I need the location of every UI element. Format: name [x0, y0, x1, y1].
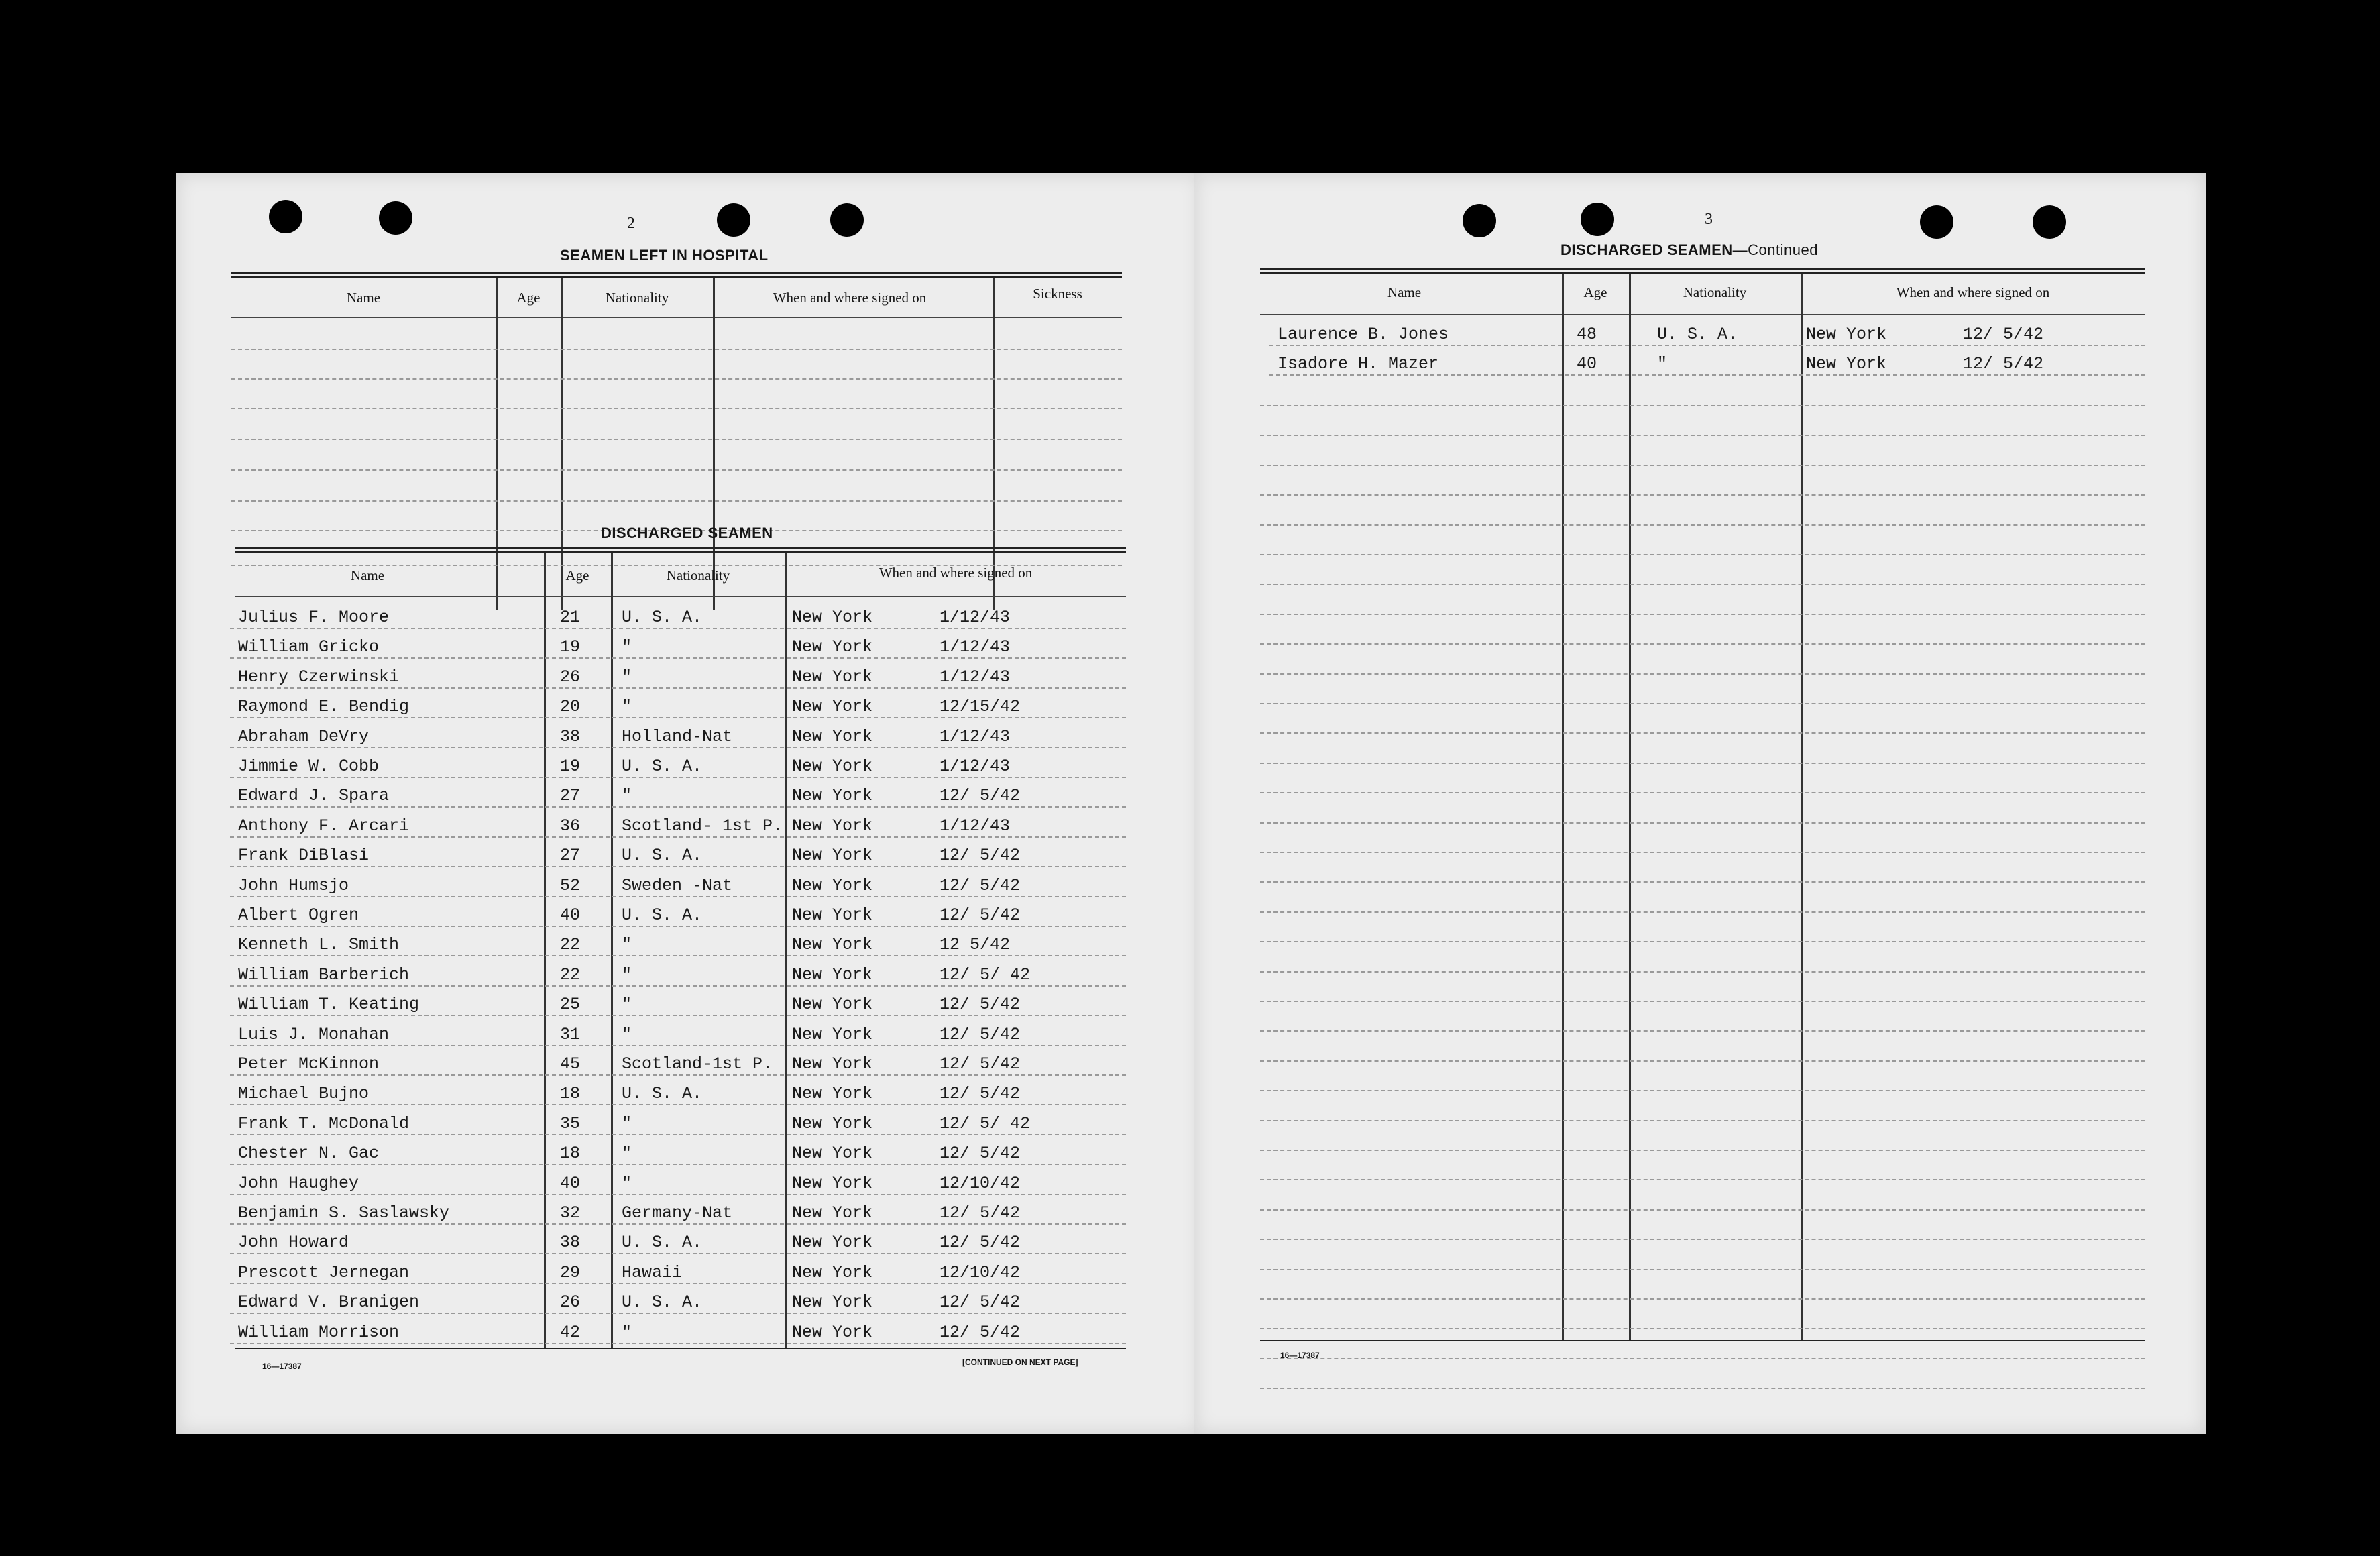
hospital-section-title: SEAMEN LEFT IN HOSPITAL	[560, 247, 769, 264]
signed-on-place: New York	[792, 1113, 873, 1133]
signed-on-date: 12 5/42	[940, 935, 1011, 955]
seaman-name: Julius F. Moore	[238, 608, 390, 627]
table-row	[176, 1315, 1126, 1344]
continued-col-nationality: Nationality	[1683, 284, 1747, 300]
seaman-nationality: "	[622, 667, 632, 687]
signed-on-place: New York	[792, 1144, 873, 1164]
form-number: 16—17387	[1280, 1351, 1320, 1360]
seaman-nationality: Germany-Nat	[622, 1203, 733, 1223]
signed-on-date: 12/ 5/42	[940, 875, 1021, 895]
seaman-age: 42	[560, 1322, 581, 1342]
hospital-col-signed-on: When and where signed on	[773, 290, 927, 306]
seaman-age: 38	[560, 726, 581, 746]
signed-on-place: New York	[1806, 354, 1887, 374]
seaman-name: William T. Keating	[238, 995, 420, 1015]
table-row	[176, 1076, 1126, 1105]
seaman-nationality: "	[622, 1024, 632, 1044]
seaman-nationality: U. S. A.	[622, 757, 703, 776]
table-row	[176, 1046, 1126, 1076]
seaman-age: 32	[560, 1203, 581, 1223]
seaman-nationality: "	[622, 1113, 632, 1133]
seaman-nationality: U. S. A.	[622, 1084, 703, 1104]
signed-on-date: 12/ 5/42	[940, 995, 1021, 1015]
discharged-col-age: Age	[565, 567, 589, 584]
discharged-continued-title: DISCHARGED SEAMEN—Continued	[1561, 241, 1818, 258]
seaman-age: 31	[560, 1024, 581, 1044]
table-row	[1194, 346, 2145, 376]
signed-on-place: New York	[792, 726, 873, 746]
seaman-nationality: Hawaii	[622, 1262, 683, 1282]
punch-hole	[717, 203, 750, 237]
table-row	[176, 659, 1126, 689]
seaman-age: 26	[560, 1292, 581, 1313]
signed-on-place: New York	[792, 846, 873, 866]
signed-on-date: 12/ 5/42	[940, 1144, 1021, 1164]
discharged-col-name: Name	[350, 567, 385, 584]
discharged-col-signed-on: When and where signed on	[879, 565, 1033, 581]
seaman-nationality: U. S. A.	[622, 1233, 703, 1253]
discharged-section-title: DISCHARGED SEAMEN	[601, 524, 773, 541]
table-row	[176, 897, 1126, 927]
seaman-name: Jimmie W. Cobb	[238, 757, 380, 776]
signed-on-place: New York	[792, 816, 873, 836]
seaman-nationality: "	[622, 637, 632, 657]
signed-on-date: 12/ 5/42	[940, 786, 1021, 806]
seaman-name: Prescott Jernegan	[238, 1262, 410, 1282]
seaman-nationality: "	[1657, 354, 1668, 374]
seaman-age: 22	[560, 935, 581, 955]
discharged-col-nationality: Nationality	[666, 567, 730, 584]
signed-on-place: New York	[792, 1322, 873, 1342]
signed-on-date: 1/12/43	[940, 726, 1011, 746]
seaman-name: William Morrison	[238, 1322, 400, 1342]
table-row	[176, 1017, 1126, 1046]
seaman-name: Frank DiBlasi	[238, 846, 370, 866]
table-row	[176, 778, 1126, 808]
seaman-age: 40	[560, 1173, 581, 1193]
seaman-nationality: U. S. A.	[1657, 325, 1738, 344]
seaman-name: John Howard	[238, 1233, 349, 1253]
punch-hole	[269, 200, 302, 233]
seaman-name: Edward V. Branigen	[238, 1292, 420, 1313]
seaman-name: Albert Ogren	[238, 905, 359, 925]
signed-on-place: New York	[792, 757, 873, 776]
table-row	[176, 1106, 1126, 1135]
punch-hole	[379, 201, 412, 235]
signed-on-date: 12/ 5/42	[940, 1054, 1021, 1074]
seaman-age: 21	[560, 608, 581, 627]
seaman-age: 48	[1577, 325, 1597, 344]
signed-on-place: New York	[792, 1084, 873, 1104]
signed-on-place: New York	[792, 875, 873, 895]
seaman-nationality: U. S. A.	[622, 1292, 703, 1313]
signed-on-date: 12/ 5/42	[940, 1322, 1021, 1342]
seaman-age: 19	[560, 637, 581, 657]
table-row	[176, 868, 1126, 897]
seaman-nationality: "	[622, 1144, 632, 1164]
table-row	[1194, 317, 2145, 346]
seaman-age: 26	[560, 667, 581, 687]
seaman-age: 45	[560, 1054, 581, 1074]
seaman-name: Chester N. Gac	[238, 1144, 380, 1164]
seaman-nationality: "	[622, 1322, 632, 1342]
signed-on-date: 12/ 5/42	[1963, 354, 2044, 374]
signed-on-place: New York	[792, 1173, 873, 1193]
continued-col-age: Age	[1583, 284, 1607, 300]
hospital-col-sickness: Sickness	[1033, 286, 1082, 302]
table-row	[176, 629, 1126, 659]
signed-on-place: New York	[792, 667, 873, 687]
table-row	[176, 689, 1126, 718]
signed-on-date: 12/ 5/ 42	[940, 964, 1031, 985]
signed-on-place: New York	[792, 1203, 873, 1223]
seaman-nationality: "	[622, 935, 632, 955]
signed-on-date: 12/ 5/42	[940, 1084, 1021, 1104]
hospital-col-nationality: Nationality	[605, 290, 669, 306]
seaman-nationality: U. S. A.	[622, 905, 703, 925]
signed-on-date: 12/ 5/42	[940, 1203, 1021, 1223]
seaman-name: Frank T. McDonald	[238, 1113, 410, 1133]
seaman-age: 35	[560, 1113, 581, 1133]
signed-on-place: New York	[792, 935, 873, 955]
seaman-nationality: "	[622, 995, 632, 1015]
seaman-age: 25	[560, 995, 581, 1015]
seaman-age: 38	[560, 1233, 581, 1253]
table-row	[176, 927, 1126, 956]
seaman-name: William Gricko	[238, 637, 380, 657]
seaman-age: 52	[560, 875, 581, 895]
seaman-nationality: "	[622, 964, 632, 985]
continued-note: [CONTINUED ON NEXT PAGE]	[962, 1357, 1078, 1367]
seaman-name: Abraham DeVry	[238, 726, 370, 746]
seaman-name: John Haughey	[238, 1173, 359, 1193]
seaman-name: Anthony F. Arcari	[238, 816, 410, 836]
table-row	[176, 1166, 1126, 1195]
signed-on-date: 12/ 5/42	[1963, 325, 2044, 344]
seaman-name: Edward J. Spara	[238, 786, 390, 806]
table-row	[176, 1284, 1126, 1314]
signed-on-place: New York	[792, 697, 873, 717]
page-number: 2	[627, 215, 635, 232]
continued-col-signed-on: When and where signed on	[1896, 284, 2050, 300]
table-row	[176, 808, 1126, 838]
seaman-nationality: "	[622, 786, 632, 806]
seaman-name: Kenneth L. Smith	[238, 935, 400, 955]
table-row	[176, 987, 1126, 1016]
seaman-name: Luis J. Monahan	[238, 1024, 390, 1044]
table-row	[176, 748, 1126, 778]
signed-on-date: 12/ 5/42	[940, 905, 1021, 925]
punch-hole	[1920, 205, 1953, 239]
seaman-name: Laurence B. Jones	[1278, 325, 1449, 344]
signed-on-date: 12/15/42	[940, 697, 1021, 717]
form-number: 16—17387	[262, 1362, 302, 1371]
signed-on-date: 12/10/42	[940, 1262, 1021, 1282]
seaman-nationality: Sweden -Nat	[622, 875, 733, 895]
seaman-age: 36	[560, 816, 581, 836]
punch-hole	[1463, 204, 1496, 237]
seaman-age: 18	[560, 1144, 581, 1164]
seaman-nationality: Scotland-1st P.	[622, 1054, 773, 1074]
signed-on-date: 12/ 5/ 42	[940, 1113, 1031, 1133]
seaman-name: Raymond E. Bendig	[238, 697, 410, 717]
seaman-nationality: Scotland- 1st P.	[622, 816, 783, 836]
seaman-nationality: U. S. A.	[622, 846, 703, 866]
seaman-nationality: "	[622, 1173, 632, 1193]
seaman-age: 18	[560, 1084, 581, 1104]
signed-on-date: 1/12/43	[940, 608, 1011, 627]
signed-on-date: 12/ 5/42	[940, 1233, 1021, 1253]
seaman-age: 29	[560, 1262, 581, 1282]
left-page	[176, 173, 1201, 1434]
table-row	[176, 1135, 1126, 1165]
seaman-name: William Barberich	[238, 964, 410, 985]
seaman-name: John Humsjo	[238, 875, 349, 895]
signed-on-place: New York	[792, 1233, 873, 1253]
signed-on-place: New York	[792, 995, 873, 1015]
seaman-age: 27	[560, 786, 581, 806]
seaman-name: Henry Czerwinski	[238, 667, 400, 687]
seaman-name: Isadore H. Mazer	[1278, 354, 1439, 374]
signed-on-place: New York	[792, 1262, 873, 1282]
table-row	[176, 838, 1126, 867]
signed-on-place: New York	[792, 964, 873, 985]
signed-on-place: New York	[792, 905, 873, 925]
seaman-nationality: "	[622, 697, 632, 717]
signed-on-place: New York	[792, 786, 873, 806]
signed-on-place: New York	[792, 637, 873, 657]
signed-on-date: 1/12/43	[940, 757, 1011, 776]
table-row	[176, 957, 1126, 987]
signed-on-place: New York	[792, 1292, 873, 1313]
table-row	[176, 1225, 1126, 1254]
punch-hole	[1581, 203, 1614, 236]
seaman-name: Peter McKinnon	[238, 1054, 380, 1074]
table-row	[176, 719, 1126, 748]
seaman-age: 20	[560, 697, 581, 717]
seaman-name: Benjamin S. Saslawsky	[238, 1203, 450, 1223]
signed-on-place: New York	[792, 608, 873, 627]
right-page	[1194, 173, 2206, 1434]
punch-hole	[830, 203, 864, 237]
signed-on-date: 1/12/43	[940, 816, 1011, 836]
table-row	[176, 1255, 1126, 1284]
signed-on-date: 12/ 5/42	[940, 1292, 1021, 1313]
signed-on-place: New York	[792, 1024, 873, 1044]
seaman-age: 40	[1577, 354, 1597, 374]
hospital-col-name: Name	[346, 290, 381, 306]
seaman-age: 27	[560, 846, 581, 866]
seaman-nationality: U. S. A.	[622, 608, 703, 627]
signed-on-place: New York	[1806, 325, 1887, 344]
signed-on-date: 12/10/42	[940, 1173, 1021, 1193]
signed-on-date: 12/ 5/42	[940, 846, 1021, 866]
seaman-name: Michael Bujno	[238, 1084, 370, 1104]
table-row	[176, 1195, 1126, 1225]
seaman-age: 40	[560, 905, 581, 925]
table-row	[176, 600, 1126, 629]
seaman-nationality: Holland-Nat	[622, 726, 733, 746]
seaman-age: 19	[560, 757, 581, 776]
signed-on-place: New York	[792, 1054, 873, 1074]
punch-hole	[2033, 205, 2066, 239]
page-number: 3	[1705, 211, 1713, 228]
seaman-age: 22	[560, 964, 581, 985]
signed-on-date: 12/ 5/42	[940, 1024, 1021, 1044]
hospital-col-age: Age	[516, 290, 541, 306]
continued-col-name: Name	[1387, 284, 1422, 300]
signed-on-date: 1/12/43	[940, 637, 1011, 657]
signed-on-date: 1/12/43	[940, 667, 1011, 687]
